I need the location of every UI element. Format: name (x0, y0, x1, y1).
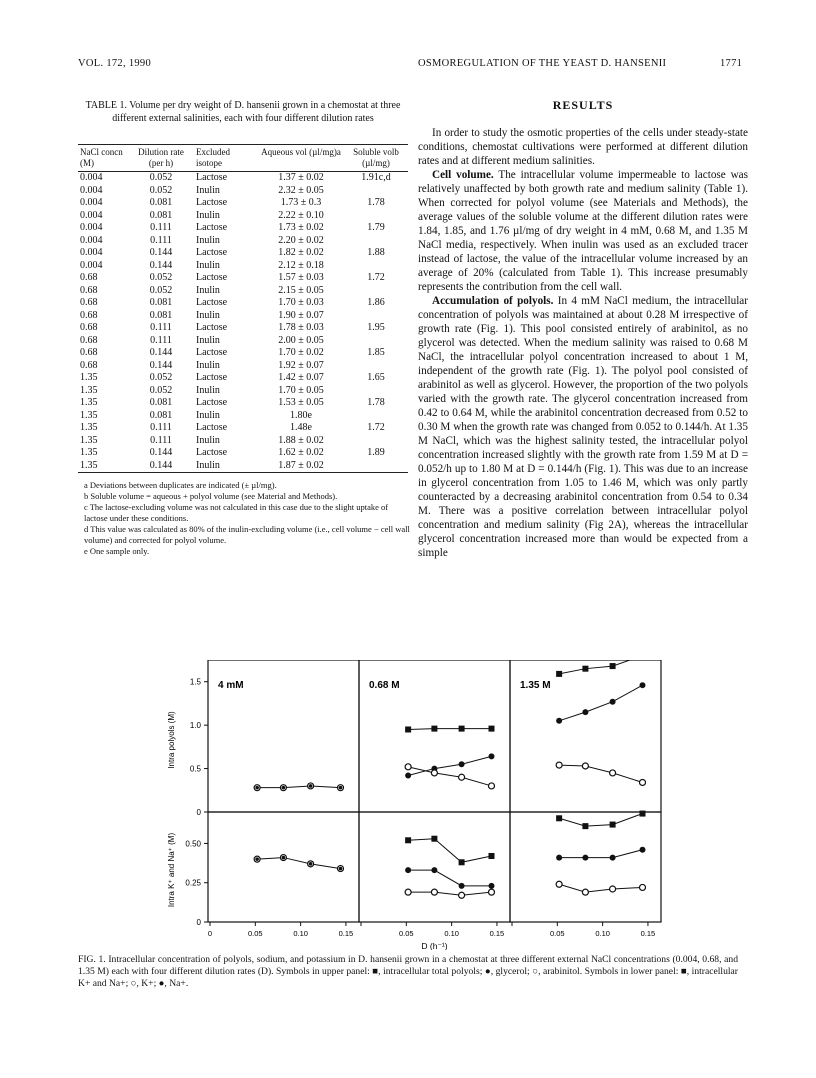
table-cell (344, 410, 408, 423)
lower-y-tick-label: 0.50 (185, 839, 201, 849)
table-cell: 0.68 (80, 272, 98, 283)
page-number: 1771 (720, 58, 743, 69)
table-cell: Inulin (196, 209, 220, 221)
cell-volume-text: The intracellular volume impermeable to lactose was relatively unaffected by both growth rate and medium salinity (Table 1). When corrected for polyol volume (see Materials and Methods), the average values of the soluble volume at the different dilution rates were 1.84, 1.85, and 1.76 µl/mg of dry weight in 4 mM, 0.68 M, and 1.35 M NaCl media, respectively. When inulin was used as an excluded tracer instead of lactose, the value of the intracellular volume increased by an average of 20% (calculated from Table 1). This increase presumably represents the contribution from the cell wall. (418, 169, 748, 293)
table-cell: 0.111 (150, 334, 172, 346)
table-row (78, 410, 408, 423)
table-caption: TABLE 1. Volume per dry weight of D. hansenii grown in a chemostat at three different external salinities, each with four different dilution rates (85, 100, 401, 124)
upper-series-line (559, 765, 642, 782)
lower-point-open (405, 889, 411, 895)
upper-point-open (405, 764, 411, 770)
table-cell: 1.78 (367, 397, 385, 408)
footnote: d This value was calculated as 80% of the inulin-excluding volume (i.e., cell volume − cell wall volume) and corrected for polyol volume. (84, 524, 410, 545)
table-cell: 1.70 ± 0.03 (278, 297, 324, 308)
table-row (78, 222, 408, 235)
table-cell: 1.91c,d (361, 172, 391, 183)
lower-point-filled (582, 855, 588, 861)
x-tick-label: 0.05 (399, 929, 414, 938)
lower-panel-frame (359, 812, 510, 922)
table-cell: 0.111 (150, 322, 172, 333)
lower-point-square (405, 837, 411, 843)
table-row (78, 210, 408, 223)
table-cell: Inulin (196, 434, 220, 446)
table-row (78, 285, 408, 298)
upper-y-tick-label: 0.5 (189, 764, 201, 774)
table-cell: 0.052 (149, 384, 173, 396)
table-cell: 1.72 (367, 422, 385, 433)
table-row (78, 260, 408, 273)
lower-series-line (257, 858, 340, 869)
table-cell: 0.081 (149, 197, 173, 208)
table-cell (344, 260, 408, 273)
table-cell: 2.32 ± 0.05 (278, 184, 324, 196)
table-cell: 0.004 (80, 222, 103, 233)
lower-point-inner-dot (309, 862, 313, 866)
table-header-cell: Soluble volb (µl/mg) (344, 145, 408, 172)
lower-point-inner-dot (255, 857, 259, 861)
table-row (78, 347, 408, 360)
upper-point-inner-dot (255, 786, 259, 790)
upper-point-square (459, 726, 465, 732)
table-cell (344, 310, 408, 323)
table-cell: Lactose (196, 247, 228, 258)
upper-point-square (610, 663, 616, 669)
table-cell: Lactose (196, 347, 228, 358)
upper-point-filled (640, 682, 646, 688)
lower-point-inner-dot (339, 867, 343, 871)
table-cell: 2.12 ± 0.18 (278, 259, 324, 271)
footnote: c The lactose-excluding volume was not calculated in this case due to the slight uptake of lactose under these conditions. (84, 502, 389, 523)
upper-point-inner-dot (309, 784, 313, 788)
table-cell: 1.35 (80, 372, 98, 383)
lower-point-square (556, 815, 562, 821)
panel-label: 4 mM (218, 680, 244, 691)
lower-series-line (559, 814, 642, 827)
lower-point-open (556, 881, 562, 887)
lower-point-open (459, 892, 465, 898)
table-footnotes (84, 480, 410, 557)
lower-series-line (408, 892, 491, 895)
table-row (78, 447, 408, 460)
table-cell: 1.80e (290, 409, 312, 421)
table-cell: 1.92 ± 0.07 (278, 359, 324, 371)
figure-1-chart (160, 660, 680, 950)
upper-y-tick-label: 1.5 (189, 677, 201, 687)
polyols-text: In 4 mM NaCl medium, the intracellular concentration of polyols was maintained at about 0.28 M irrespective of growth rate (Fig. 1). This pool consisted entirely of arabinitol, as no glycerol was detected. When the medium salinity was raised to 0.68 M NaCl, the intracellular polyol concentration increased to about 1 M, independent of the growth rate (Fig. 1). The polyol pool consisted of arabinitol as well as glycerol. However, the proportion of the two polyols varied with the growth rate. The glycerol concentration increased from 0.42 to 0.64 M, while the arabinitol concentration decreased from 0.52 to 0.30 M when the growth rate was changed from 0.052 to 0.144/h. At 1.35 M NaCl, which was the highest salinity tested, the intracellular polyol concentration increased slightly with the growth rate from 1.59 M at D = 0.052/h up to 1.80 M at D = 0.144/h (Fig. 1). This was due to an increase in glycerol concentration from 1.05 to 1.46 M, which was only partly counteracted by a decreasing arabinitol concentration from 0.54 to 0.34 M. There was a positive correlation between intracellular polyol concentration and medium salinity (Fig 2A), whereas the intracellular glycerol concentration increased more than would be expected from a simple (418, 295, 748, 559)
table-header-cell: Excluded isotope (194, 145, 258, 172)
table-cell: Lactose (196, 422, 228, 433)
table-cell: 1.73 ± 0.3 (280, 197, 322, 208)
table-cell: Lactose (196, 447, 228, 458)
journal-volume: VOL. 172, 1990 (78, 58, 152, 69)
polyols-paragraph (418, 294, 748, 560)
table-cell: 0.144 (128, 460, 194, 473)
upper-series-line (408, 756, 491, 775)
table-cell: 1.53 ± 0.05 (278, 397, 324, 408)
table-header-cell: Aqueous vol (µl/mg)a (258, 145, 344, 172)
lower-point-filled (431, 867, 437, 873)
lower-point-square (431, 836, 437, 842)
x-tick-label: 0.05 (550, 929, 565, 938)
lower-y-tick-label: 0.25 (185, 878, 201, 888)
table-header-row (78, 145, 408, 172)
table-cell: Inulin (196, 234, 220, 246)
lower-point-open (489, 889, 495, 895)
upper-point-open (582, 763, 588, 769)
upper-series-line (408, 729, 491, 730)
upper-point-filled (459, 761, 465, 767)
table-row (78, 310, 408, 323)
table-cell: 0.144 (149, 359, 173, 371)
table-cell: 0.052 (149, 372, 173, 383)
table-cell: Lactose (196, 197, 228, 208)
table-cell: Inulin (196, 184, 220, 196)
lower-point-open (610, 886, 616, 892)
table-row (78, 235, 408, 248)
upper-point-square (582, 666, 588, 672)
upper-point-square (556, 671, 562, 677)
table-row (78, 385, 408, 398)
lower-point-square (459, 859, 465, 865)
table-cell: 1.86 (367, 297, 385, 308)
table-cell (344, 460, 408, 473)
table-row (78, 197, 408, 210)
table-cell: 0.004 (80, 247, 103, 258)
x-tick-label: 0.10 (293, 929, 308, 938)
table-cell (344, 210, 408, 223)
lower-point-filled (405, 867, 411, 873)
table-cell: Inulin (196, 309, 220, 321)
table-cell: Inulin (196, 409, 220, 421)
table-cell: 0.144 (149, 447, 173, 458)
table-cell: Lactose (196, 322, 228, 333)
lower-point-square (489, 853, 495, 859)
table-cell: Inulin (196, 334, 220, 346)
table-row (78, 435, 408, 448)
table-cell: Inulin (196, 384, 220, 396)
table-cell: 1.35 (80, 447, 98, 458)
table-row (78, 360, 408, 373)
upper-point-square (405, 726, 411, 732)
table-cell: 0.68 (80, 309, 98, 321)
table-cell: 1.72 (367, 272, 385, 283)
table-cell: 1.62 ± 0.02 (278, 447, 324, 458)
data-table (78, 144, 408, 473)
table-cell: 0.052 (149, 284, 173, 296)
panel-label: 0.68 M (369, 680, 400, 691)
table-cell: 1.88 (367, 247, 385, 258)
upper-point-square (489, 726, 495, 732)
upper-point-filled (405, 773, 411, 779)
upper-point-filled (582, 709, 588, 715)
upper-point-filled (489, 753, 495, 759)
table-cell: 1.65 (367, 372, 385, 383)
table-cell: Lactose (196, 372, 228, 383)
table-cell: 0.081 (149, 409, 173, 421)
table-cell: 0.052 (149, 172, 173, 183)
table-header-cell: NaCl concn (M) (78, 145, 128, 172)
table-cell: 1.82 ± 0.02 (278, 247, 324, 258)
lower-point-open (431, 889, 437, 895)
table-cell: 1.95 (367, 322, 385, 333)
table-cell: 2.15 ± 0.05 (278, 284, 324, 296)
table-cell: 0.111 (150, 434, 172, 446)
table-row (78, 297, 408, 310)
lower-point-filled (556, 855, 562, 861)
lower-series-line (408, 839, 491, 863)
lower-point-square (582, 823, 588, 829)
figure-caption: FIG. 1. Intracellular concentration of polyols, sodium, and potassium in D. hansenii grown in a chemostat at three different external NaCl concentrations (0.004, 0.68, and 1.35 M) each with four different dilution rates (D). Symbols in upper panel: ■, intracellular total polyols; ●, glycerol; ○, arabinitol. Symbols in lower panel: ■, intracellular K+ and Na+; ○, K+; ●, Na+. (78, 954, 738, 989)
table-cell (344, 335, 408, 348)
results-body (418, 126, 748, 560)
table-cell: 1.85 (367, 347, 385, 358)
table-cell: 1.89 (367, 447, 385, 458)
table-cell: 1.35 (80, 409, 98, 421)
table-cell: 0.68 (80, 297, 98, 308)
table-cell: 0.004 (80, 209, 103, 221)
table-row (78, 322, 408, 335)
lower-series-line (559, 850, 642, 858)
table-cell: 1.78 ± 0.03 (278, 322, 324, 333)
table-cell: 1.35 (80, 384, 98, 396)
lower-point-filled (489, 883, 495, 889)
x-tick-label: 0.05 (248, 929, 263, 938)
table-cell (344, 185, 408, 198)
upper-series-line (257, 786, 340, 788)
lower-point-open (582, 889, 588, 895)
upper-y-axis-label: Intra polyols (M) (167, 711, 176, 769)
table-cell: 1.73 ± 0.02 (278, 222, 324, 233)
table-cell: 1.90 ± 0.07 (278, 309, 324, 321)
table-cell (344, 235, 408, 248)
upper-point-filled (556, 718, 562, 724)
table-cell: 2.20 ± 0.02 (278, 234, 324, 246)
x-tick-label: 0 (207, 929, 213, 938)
table-cell: 0.111 (150, 234, 172, 246)
table-cell: 1.70 ± 0.02 (278, 347, 324, 358)
table-cell: 0.111 (150, 422, 172, 433)
table-cell: 0.081 (149, 397, 173, 408)
table-cell: 1.70 ± 0.05 (278, 384, 324, 396)
lower-point-filled (610, 855, 616, 861)
table-cell: 0.111 (150, 222, 172, 233)
footnote: e One sample only. (84, 546, 150, 556)
lower-y-axis-label: Intra K⁺ and Na⁺ (M) (167, 832, 176, 908)
table-cell: 2.22 ± 0.10 (278, 209, 324, 221)
lower-series-line (559, 884, 642, 892)
panel-label: 1.35 M (520, 680, 551, 691)
lower-point-square (610, 822, 616, 828)
section-title: RESULTS (552, 98, 614, 112)
upper-point-inner-dot (339, 786, 343, 790)
table-cell (344, 435, 408, 448)
lower-point-open (640, 884, 646, 890)
table-cell: Lactose (196, 272, 228, 283)
table-cell: 0.144 (149, 247, 173, 258)
table-cell: 1.35 (78, 460, 128, 473)
table-cell: 1.35 (80, 397, 98, 408)
table-row (78, 272, 408, 285)
upper-y-tick-label: 1.0 (189, 721, 201, 731)
cell-volume-heading: Cell volume. (432, 169, 494, 181)
table-cell: 0.004 (80, 234, 103, 246)
lower-point-inner-dot (282, 856, 286, 860)
lower-point-filled (459, 883, 465, 889)
table-row (78, 422, 408, 435)
table-cell: 1.88 ± 0.02 (278, 434, 324, 446)
polyols-heading: Accumulation of polyols. (432, 295, 554, 307)
x-tick-label: 0.15 (338, 929, 354, 938)
intro-paragraph: In order to study the osmotic properties of the cells under steady-state conditions, chemostat cultivations were performed at different dilution rates and at different medium salinities. (418, 127, 748, 167)
upper-point-open (610, 770, 616, 776)
x-tick-label: 0.15 (640, 929, 656, 938)
table-cell: 0.004 (80, 184, 103, 196)
upper-point-filled (610, 699, 616, 705)
upper-point-open (640, 779, 646, 785)
table-row (78, 172, 408, 185)
running-title: OSMOREGULATION OF THE YEAST D. HANSENII (418, 58, 667, 69)
table-cell: 0.68 (80, 334, 98, 346)
upper-point-inner-dot (282, 786, 286, 790)
table-cell: 1.37 ± 0.02 (278, 172, 324, 183)
table-cell: Lactose (196, 172, 228, 183)
table-row (78, 372, 408, 385)
table-cell: Inulin (196, 359, 220, 371)
table-cell: 0.004 (80, 172, 103, 183)
table-row (78, 185, 408, 198)
table-cell: 1.42 ± 0.07 (278, 372, 324, 383)
lower-point-filled (640, 847, 646, 853)
table-cell: Lactose (196, 297, 228, 308)
table-cell: 0.68 (80, 284, 98, 296)
table-cell: Inulin (196, 284, 220, 296)
table-cell: Inulin (196, 259, 220, 271)
table-cell: 0.68 (80, 347, 98, 358)
table-cell: 0.052 (149, 272, 173, 283)
x-axis-label: D (h⁻¹) (421, 941, 448, 950)
footnote: a Deviations between duplicates are indicated (± µl/mg). (84, 480, 277, 490)
table-cell: 0.144 (149, 259, 173, 271)
upper-point-open (459, 774, 465, 780)
table-cell (344, 360, 408, 373)
table-cell: 0.004 (80, 259, 103, 271)
table-row (78, 397, 408, 410)
table-row (78, 460, 408, 473)
x-tick-label: 0.15 (489, 929, 505, 938)
table-cell (344, 385, 408, 398)
lower-panel-frame (208, 812, 359, 922)
upper-point-open (556, 762, 562, 768)
upper-series-line (559, 685, 642, 721)
x-tick-label: 0.10 (595, 929, 610, 938)
table-cell: 0.004 (80, 197, 103, 208)
lower-point-square (640, 811, 646, 817)
table-cell: 0.081 (149, 209, 173, 221)
table-cell: 0.052 (149, 184, 173, 196)
upper-series-line (408, 767, 491, 786)
table-cell: Inulin (194, 460, 258, 473)
table-cell: 0.081 (149, 309, 173, 321)
footnote: b Soluble volume = aqueous + polyol volume (see Material and Methods). (84, 491, 338, 501)
table-cell: 0.144 (149, 347, 173, 358)
table-cell: 1.57 ± 0.03 (278, 272, 324, 283)
table-cell: 1.35 (80, 422, 98, 433)
table-row (78, 247, 408, 260)
table-cell: 0.081 (149, 297, 173, 308)
upper-series-line (559, 660, 642, 674)
upper-point-open (489, 783, 495, 789)
lower-y-tick-label: 0 (196, 918, 201, 927)
lower-series-line (408, 870, 491, 886)
table-cell (344, 285, 408, 298)
table-cell: 0.68 (80, 322, 98, 333)
table-cell: 1.78 (367, 197, 385, 208)
table-cell: 1.87 ± 0.02 (258, 460, 344, 473)
table-cell: 0.68 (80, 359, 98, 371)
upper-point-square (431, 726, 437, 732)
x-tick-label: 0.10 (444, 929, 459, 938)
table-row (78, 335, 408, 348)
cell-volume-paragraph (418, 168, 748, 294)
table-cell: 2.00 ± 0.05 (278, 334, 324, 346)
table-cell: 1.35 (80, 434, 98, 446)
table-header-cell: Dilution rate (per h) (128, 145, 194, 172)
upper-y-tick-label: 0 (196, 808, 201, 817)
table-cell: Lactose (196, 397, 228, 408)
table-cell: 1.48e (290, 422, 312, 433)
table-cell: Lactose (196, 222, 228, 233)
table-cell: 1.79 (367, 222, 385, 233)
upper-point-open (431, 770, 437, 776)
